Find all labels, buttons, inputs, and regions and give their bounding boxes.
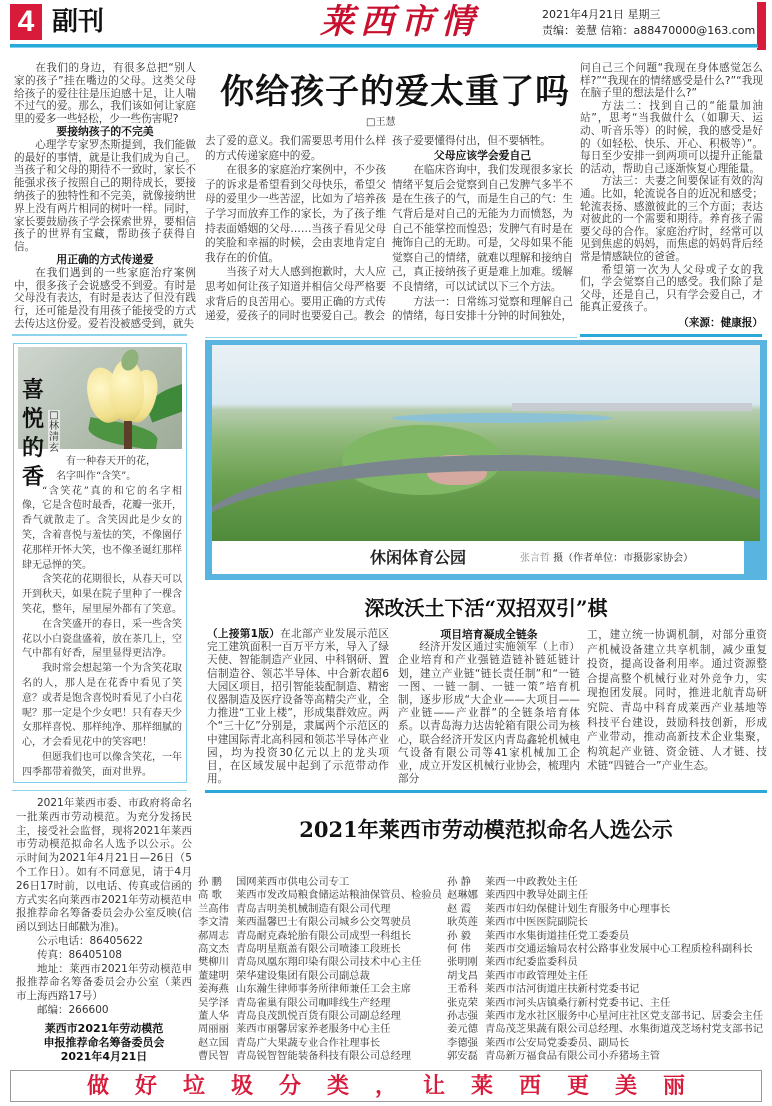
divider	[580, 334, 762, 337]
article-column-3	[587, 628, 767, 786]
notice-body	[16, 797, 192, 1019]
nominee-unit: 青岛广大果蔬专业合作社理事长	[236, 1036, 381, 1049]
signature-line: 2021年4月21日	[60, 1050, 148, 1063]
paragraph-text: 方法三：夫妻之间要保证有效的沟通。比如，轮流说各自的近况和感受；轮流表扬、感激彼此的三个方面；表达对彼此的一个需要和期待。养育孩子需要父母的合作。家庭治疗时，经常可以见到焦虑的妈妈，而焦虑的妈妈背后经常是情感缺位的爸爸。	[580, 175, 763, 263]
nominee-row	[198, 983, 442, 996]
nominee-name: 胡戈昌	[447, 969, 478, 982]
notice-address: 地址：莱西市2021年劳动模范申报推荐命名筹备委员会办公室（莱西市上海西路17号）	[16, 962, 192, 1003]
nominee-name: 孙 鹏	[198, 876, 222, 888]
nominee-row	[447, 903, 767, 916]
notice-fax: 传真：86405108	[37, 948, 122, 961]
paragraph-text: 心理学专家罗杰斯提到，我们能做的最好的事情，就是让我们成为自己。当孩子和父母的期待不一致时，家长不能强求孩子按照自己的期待成长，要接纳孩子的独特性和不完美，就像接纳世界上没有两片相同的树叶一样。同时，家长要鼓励孩子学会探索世界，要相信孩子的世界有宝藏，帮助孩子获得自信。	[14, 138, 196, 254]
nominee-unit: 青岛新万福食品有限公司小乔猪场主管	[485, 1050, 661, 1063]
paragraph-text: 工，建立统一协调机制，对部分重资产机械设备建立共享机制，减少重复投资，提高设备利用率。通过资源整合提高整个机械行业对外竞争力，实现抱团发展。同时，推进北航青岛研究院、青岛中科育成莱西产业基地等科技平台建设，鼓励科技创新，形成产业带动，推动高新技术企业集聚，构筑起产业链、资金链、人才链、技术链“四链合一”产业生态。	[587, 629, 767, 773]
nominee-name: 孙 静	[447, 876, 471, 888]
issue-date: 2021年4月21日 星期三	[542, 8, 661, 21]
paragraph-text: 在很多的家庭治疗案例中，不少孩子的诉求是希望看到父母快乐，希望父母的爱里少一些苦涩，比如为了培养孩子学习而放弃工作的家长，为了孩子维持表面婚姻的父母……当孩子看见父母的笑脸和幸福的时候，会由衷地肯定自我存在的价值。	[205, 164, 386, 264]
nominee-row	[447, 943, 767, 956]
nominee-name: 何 伟	[447, 943, 471, 956]
paragraph-text: 问自己三个问题“我现在身体感觉怎么样?”“我现在的情绪感受是什么?”“我现在脑子里的想法是什么?”	[580, 62, 763, 100]
subheading: 要接纳孩子的不完美	[56, 124, 154, 138]
page-number: 4	[10, 4, 42, 40]
nominee-row	[198, 1037, 442, 1050]
paragraph-text: 去了爱的意义。我们需要思考用什么样的方式传递家庭中的爱。	[205, 135, 386, 162]
article-column-1	[14, 62, 196, 330]
nominee-row	[447, 997, 767, 1010]
notice-signature	[16, 1022, 192, 1064]
header-rule-thin	[10, 47, 758, 48]
nominee-row	[198, 1010, 442, 1023]
nominee-unit: 莱西四中教导处副主任	[485, 889, 588, 902]
nominee-name: 李文清	[198, 916, 229, 929]
river-shape	[392, 413, 612, 423]
article-column-3	[392, 134, 573, 330]
paragraph-text: 在我们的身边，有很多总把“别人家的孩子”挂在嘴边的父母。这类父母给孩子的爱往往是压迫感十足，让人喘不过气的爱。那么，我们该如何让家庭里的爱多一些轻松，少一些伤害呢?	[14, 62, 196, 126]
nominee-name: 张克荣	[447, 996, 478, 1009]
nominee-unit: 莱西温馨巴士有限公司城乡公交驾驶员	[236, 916, 412, 929]
nominee-unit: 莱西市纪委监委科员	[485, 956, 578, 969]
nominee-unit: 莱西市中医医院副院长	[485, 916, 588, 929]
essay-author: □林清玄	[49, 410, 59, 454]
divider	[205, 337, 577, 338]
nominee-name: 高 歌	[198, 889, 222, 902]
nominee-row	[198, 956, 442, 969]
essay-title: 喜悦的香	[21, 377, 44, 490]
footer-slogan: 做好垃圾分类，让莱西更美丽	[86, 1073, 711, 1099]
nominee-row	[447, 916, 767, 929]
divider	[205, 790, 767, 793]
notice-title: 2021年莱西市劳动模范拟命名人选公示	[299, 817, 673, 842]
continued-from-label: （上接第1版）	[207, 628, 281, 640]
nominee-name: 王希科	[447, 983, 478, 996]
nominee-name: 姜元德	[447, 1023, 478, 1036]
nominee-unit: 莱西市丽馨居家养老服务中心主任	[236, 1023, 391, 1036]
notice-postcode: 邮编：266600	[37, 1003, 109, 1016]
nominee-name: 高文杰	[198, 943, 229, 956]
nominee-unit: 山东瀚生律师事务所律师兼任工会主席	[236, 983, 412, 996]
essay-paragraph: 我时常会想起第一个为含笑花取名的人，那人是在花香中看见了笑意？或者是饱含喜悦时看见了小白花呢？那一定是个少女吧！只有春天少女那样喜悦、那样纯净、那样细腻的心，才会看见花中的笑容吧！	[22, 663, 182, 749]
signature-line: 申报推荐命名筹备委员会	[43, 1036, 165, 1049]
nominee-name: 董人华	[198, 1010, 229, 1023]
nominee-row	[198, 970, 442, 983]
nominee-unit: 莱西市河头店镇桑行新村党委书记、主任	[485, 996, 671, 1009]
notice-phone: 公示电话：86405622	[37, 934, 143, 947]
header-accent-bar	[757, 2, 766, 50]
paragraph-text: 希望第一次为人父母或子女的我们，学会觉察自己的感受。我们除了是父母，还是自己，只有学会爱自己，才能真正爱孩子。	[580, 263, 763, 314]
section-title: 副刊	[52, 7, 105, 37]
essay-body	[22, 455, 182, 781]
paragraph-text: 经济开发区通过实施领军（上市）企业培育和产业强链造链补链延链计划，建立产业链“链长责任制”和“一链一图、一链一制、一链一策”培育机制，逐步形成“大企业——大项目——产业链——产业群”的全链条培育体系。以青岛海力达齿轮箱有限公司为核心，联合经济开发区内青岛鑫轮机械电气设备有限公司等41家机械加工企业，成立开发区机械行业协会，梳理内部分	[398, 641, 580, 786]
stem-shape	[124, 419, 132, 449]
nominee-name: 赵立国	[198, 1036, 229, 1049]
nominee-row	[198, 903, 442, 916]
nominee-name: 吴学泽	[198, 996, 229, 1009]
nominee-row	[447, 1050, 767, 1063]
nominee-name: 董建明	[198, 969, 229, 982]
photographer-name: 张言哲	[520, 553, 550, 564]
article-column-2	[205, 134, 386, 330]
nominee-unit: 青岛茂芝果蔬有限公司总经理、水集街道茂芝场村党支部书记	[485, 1023, 764, 1036]
article-author: □王慧	[366, 117, 396, 128]
credit-suffix: 摄（作者单位：市摄影家协会）	[550, 553, 694, 564]
article-column-4	[580, 62, 763, 314]
nominee-row	[198, 943, 442, 956]
nominee-row	[447, 956, 767, 969]
nominee-name: 郝周志	[198, 929, 229, 942]
leaf-shape	[87, 417, 160, 449]
subheading: 项目培育凝成全链条	[440, 628, 538, 641]
subheading: 父母应该学会爱自己	[433, 148, 532, 162]
nominee-unit: 荣华建设集团有限公司副总裁	[236, 969, 370, 982]
nominee-row	[447, 1037, 767, 1050]
article-source	[660, 316, 763, 331]
nominee-name: 张明刚	[447, 956, 478, 969]
signature-line: 莱西市2021年劳动模范	[44, 1022, 164, 1035]
source-label: （来源：健康报）	[678, 317, 763, 329]
nominee-row	[198, 1023, 442, 1036]
nominee-unit: 青岛锐智智能装备科技有限公司总经理	[236, 1050, 412, 1063]
subheading: 用正确的方式传递爱	[56, 252, 154, 266]
nominee-name: 孙志强	[447, 1010, 478, 1023]
nominee-unit: 莱西一中政教处主任	[485, 876, 578, 888]
nominee-row	[198, 889, 442, 902]
nominee-unit: 青岛耐克森轮胎有限公司成型一科组长	[236, 929, 412, 942]
nominee-row	[447, 889, 767, 902]
nominee-unit: 莱西市交通运输局农村公路事业发展中心工程质检科副科长	[485, 943, 753, 956]
notice-intro: 2021年莱西市委、市政府将命名一批莱西市劳动模范。为充分发扬民主，接受社会监督，现将2021年莱西市劳动模范拟命名人选予以公示。公示时间为2021年4月21日—26日（5个工作日）。如有不同意见，请于4月26日17时前，以电话、传真或信函的方式实名向莱西市2021年劳动模范申报推荐命名筹备委员会办公室反映(信函以到达日邮戳为准)。	[16, 797, 192, 934]
nominee-unit: 青岛雀巢有限公司咖啡线生产经理	[236, 996, 391, 1009]
nominee-unit: 莱西市发改局粮食储运站粮油保管员、检验员	[236, 889, 442, 902]
nominee-unit: 莱西市沽河街道庄扶新村党委书记	[485, 983, 640, 996]
nominee-row	[447, 983, 767, 996]
masthead-logo: 莱西市情	[320, 2, 480, 42]
nominee-unit: 青岛凤凰东翔印染有限公司技术中心主任	[236, 956, 422, 969]
paragraph-text: 在我们遇到的一些家庭治疗案例中，很多孩子会说感受不到爱。有时是父母没有表达，有时是表达了但没有践行，还可能是没有用孩子能接受的方式去传达这份爱。爱若没被感受到，就失	[14, 266, 196, 330]
nominee-unit: 莱西市龙水社区服务中心星河庄社区党支部书记、居委会主任	[485, 1010, 764, 1023]
nominee-row	[447, 930, 767, 943]
nominee-row	[198, 930, 442, 943]
nominee-list-right	[447, 876, 767, 1066]
park-aerial-photo	[212, 345, 760, 541]
paragraph-text: 在北部产业发展示范区完工建筑面积一百万平方米，导入了绿天使、智能制造产业园、中科钢研、置信制造谷、领芯半导体、中合新农超6大园区项目，招引智能装配制造、精密仪器制造及医疗设备等高精尖产业，全力推进“工业上楼”，形成集群效应。两个“三十亿”分别是，隶属两个示范区的中建国际青北高科园和领芯半导体产业园，均为投资30亿元以上的龙头项目，在区域发展中起到了示范带动作用。	[207, 628, 389, 786]
divider	[12, 790, 187, 791]
nominee-row	[198, 876, 442, 889]
essay-paragraph: 在含笑盛开的春日，采一些含笑花以小白瓷盘盛着，放在茶几上，空气中都有好香，屋里显得更洁净。	[22, 618, 182, 660]
nominee-unit: 莱西市妇幼保健计划生育服务中心理事长	[485, 902, 671, 915]
city-skyline-shape	[512, 403, 752, 411]
nominee-name: 李德强	[447, 1036, 478, 1049]
nominee-name: 樊柳川	[198, 956, 229, 969]
essay-paragraph: 有一种春天开的花，	[66, 456, 156, 467]
nominee-name: 赵 霞	[447, 902, 471, 915]
nominee-unit: 国网莱西市供电公司专工	[236, 876, 350, 888]
paragraph-text: 方法一：日常练习觉察和理解自己的情绪，每日安排十分钟的时间独处，	[392, 295, 573, 323]
nominee-name: 曹民智	[198, 1050, 229, 1063]
nominee-unit: 莱西市公安局党委委员、副局长	[485, 1036, 630, 1049]
nominee-unit: 青岛良茂凯悦百货有限公司副总经理	[236, 1010, 401, 1023]
essay-paragraph: 含笑花的花期很长，从春天可以开到秋天，如果在院子里种了一棵含笑花，整年，屋里屋外都有了笑意。	[22, 574, 182, 615]
nominee-unit: 青岛吉明美机械制造有限公司代理	[236, 902, 391, 915]
article-column-1	[207, 628, 389, 786]
photo-caption: 休闲体育公园	[370, 548, 467, 567]
nominee-name: 周丽丽	[198, 1023, 229, 1036]
nominee-row	[198, 916, 442, 929]
nominee-row	[198, 997, 442, 1010]
photo-credit	[520, 552, 693, 566]
essay-paragraph: 名字叫作“含笑”。	[56, 470, 137, 482]
nominee-unit: 青岛明星瓶盖有限公司喷漆工段班长	[236, 943, 401, 956]
article-column-2	[398, 628, 580, 786]
essay-paragraph: 但愿我们也可以像含笑花，一年四季都带着微笑，面对世界。	[22, 751, 182, 778]
nominee-name: 郭安磊	[447, 1050, 478, 1063]
paragraph-text: 孩子爱要懂得付出，但不要牺牲。	[392, 135, 551, 147]
divider	[12, 334, 187, 336]
article-title: 深改沃土下活“双招双引”棋	[364, 596, 608, 620]
nominee-name: 姜海燕	[198, 983, 229, 996]
essay-paragraph: “含笑花”真的和它的名字相像，它是含苞时最香，花瓣一张开，香气就散走了。含笑因此是少女的笑，含着喜悦与羞怯的笑，不像園仔花那样开怀大笑，也不像圣诞红那样肆无忌惮的笑。	[22, 485, 182, 571]
nominee-name: 耿英莲	[447, 916, 478, 929]
nominee-name: 赵琳娜	[447, 889, 478, 902]
nominee-list-left	[198, 876, 442, 1066]
nominee-row	[447, 876, 767, 889]
paragraph-text: 方法二：找到自己的“能量加油站”，思考“当我做什么（如聊天、运动、听音乐等）的时候，我的感受是好的（如轻松、快乐、开心、积极等）”。每日至少安排一到两项可以提升正能量的活动，帮助自己逐渐恢复心理能量。	[580, 99, 763, 175]
article-title: 你给孩子的爱太重了吗	[220, 72, 570, 112]
nominee-unit: 莱西市水集街道挂任党工委委员	[485, 929, 630, 942]
nominee-name: 兰高伟	[198, 902, 229, 915]
editor-info: 责编：姜慧 信箱：a88470000@163.com	[542, 24, 756, 37]
road-shape	[212, 455, 760, 541]
nominee-unit: 莱西市市政管理处主任	[485, 969, 588, 982]
nominee-row	[447, 1023, 767, 1036]
paragraph-text: 在临床咨询中，我们发现很多家长情绪平复后会觉察到自己发脾气多半不是在生孩子的气，而是生自己的气：生气背后是对自己的无能为力而愤怒，为自己不能掌控而惶恐；发脾气有时是在掩饰自己的无助。可是，父母如果不能觉察自己的情绪，就难以理解和接纳自己，真正接纳孩子更是难上加难。缓解不良情绪，可以试试以下三个方法。	[392, 164, 573, 293]
nominee-row	[447, 970, 767, 983]
nominee-row	[198, 1050, 442, 1063]
paragraph-text: 当孩子对大人感到抱歉时，大人应思考如何让孩子知道并相信父母严格要求背后的良苦用心。要用正确的方式传递爱，爱孩子的同时也要爱自己。教会	[205, 266, 386, 323]
nominee-name: 孙 毅	[447, 929, 471, 942]
nominee-row	[447, 1010, 767, 1023]
